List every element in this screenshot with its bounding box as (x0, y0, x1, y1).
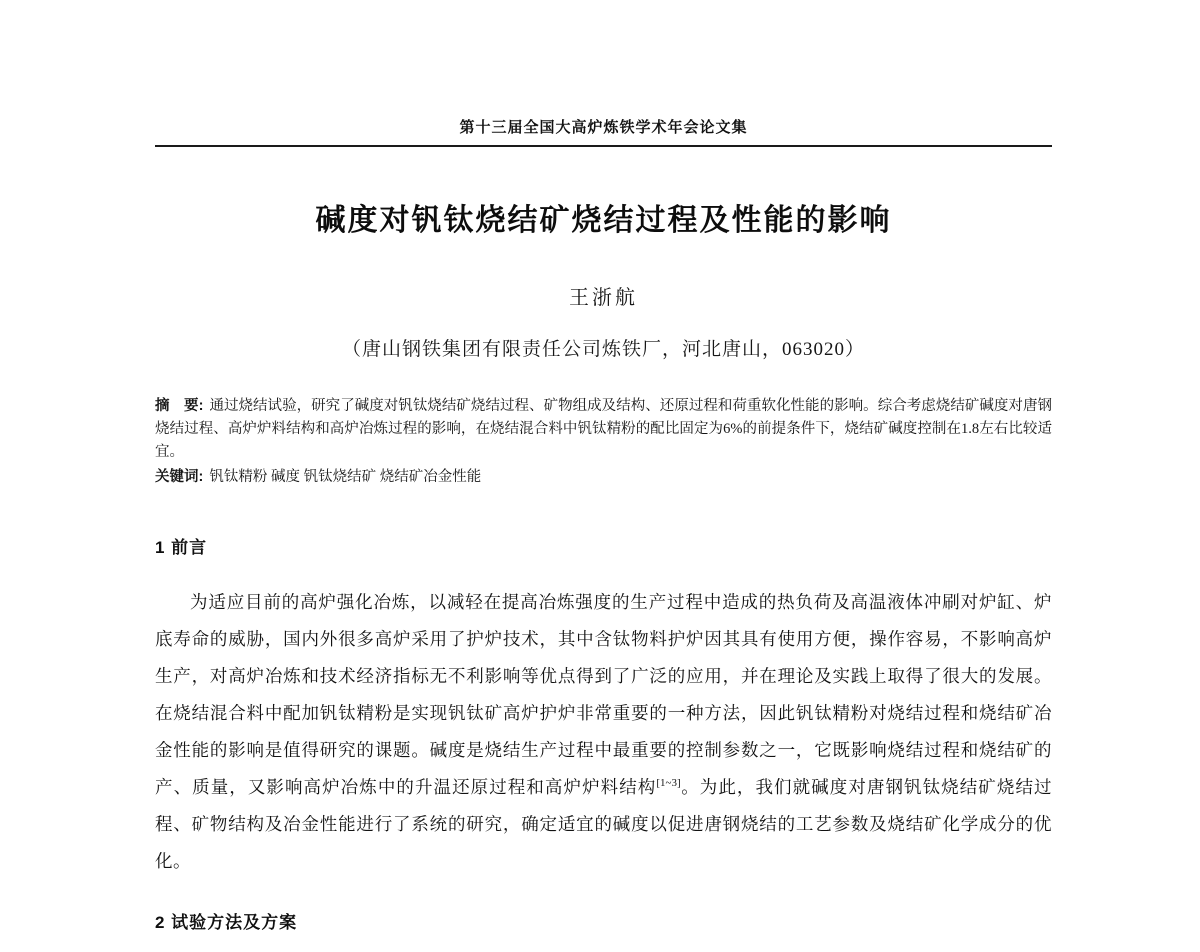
abstract-text: 通过烧结试验，研究了碱度对钒钛烧结矿烧结过程、矿物组成及结构、还原过程和荷重软化性能的影响。综合考虑烧结矿碱度对唐钢烧结过程、高炉炉料结构和高炉冶炼过程的影响，在烧结混合料中钒钛精粉的配比固定为6%的前提条件下，烧结矿碱度控制在1.8左右比较适宜。 (155, 398, 1052, 460)
journal-header: 第十三届全国大高炉炼铁学术年会论文集 (155, 116, 1052, 147)
paper-title: 碱度对钒钛烧结矿烧结过程及性能的影响 (315, 204, 892, 237)
citation-ref: [1~3] (656, 777, 681, 790)
author-affiliation: （唐山钢铁集团有限责任公司炼铁厂，河北唐山，063020） (341, 339, 865, 360)
author-name: 王浙航 (569, 287, 638, 309)
abstract-label: 摘 要: (155, 398, 204, 414)
introduction-text-part1: 为适应目前的高炉强化冶炼，以减轻在提高冶炼强度的生产过程中造成的热负荷及高温液体冲刷对炉缸、炉底寿命的威胁，国内外很多高炉采用了护炉技术，其中含钛物料护炉因其具有使用方便，操作容易，不影响高炉生产，对高炉冶炼和技术经济指标无不利影响等优点得到了广泛的应用，并在理论及实践上取得了很大的发展。在烧结混合料中配加钒钛精粉是实现钒钛矿高炉护炉非常重要的一种方法，因此钒钛精粉对烧结过程和烧结矿冶金性能的影响是值得研究的课题。碱度是烧结生产过程中最重要的控制参数之一，它既影响烧结过程和烧结矿的产、质量，又影响高炉冶炼中的升温还原过程和高炉炉料结构 (155, 592, 1052, 797)
introduction-paragraph (155, 584, 1052, 880)
keywords-text: 钒钛精粉 碱度 钒钛烧结矿 烧结矿冶金性能 (209, 469, 482, 485)
abstract-block (155, 395, 1052, 464)
section-heading-introduction: 1 前言 (155, 538, 208, 557)
keywords-block (155, 466, 1052, 489)
keywords-label: 关键词: (155, 469, 204, 485)
introduction-text-part2: 。为此，我们就碱度对唐钢钒钛烧结矿烧结过程、矿物结构及冶金性能进行了系统的研究，确定适宜的碱度以促进唐钢烧结的工艺参数及烧结矿化学成分的优化。 (155, 777, 1053, 871)
section-heading-methods: 2 试验方法及方案 (155, 913, 298, 932)
